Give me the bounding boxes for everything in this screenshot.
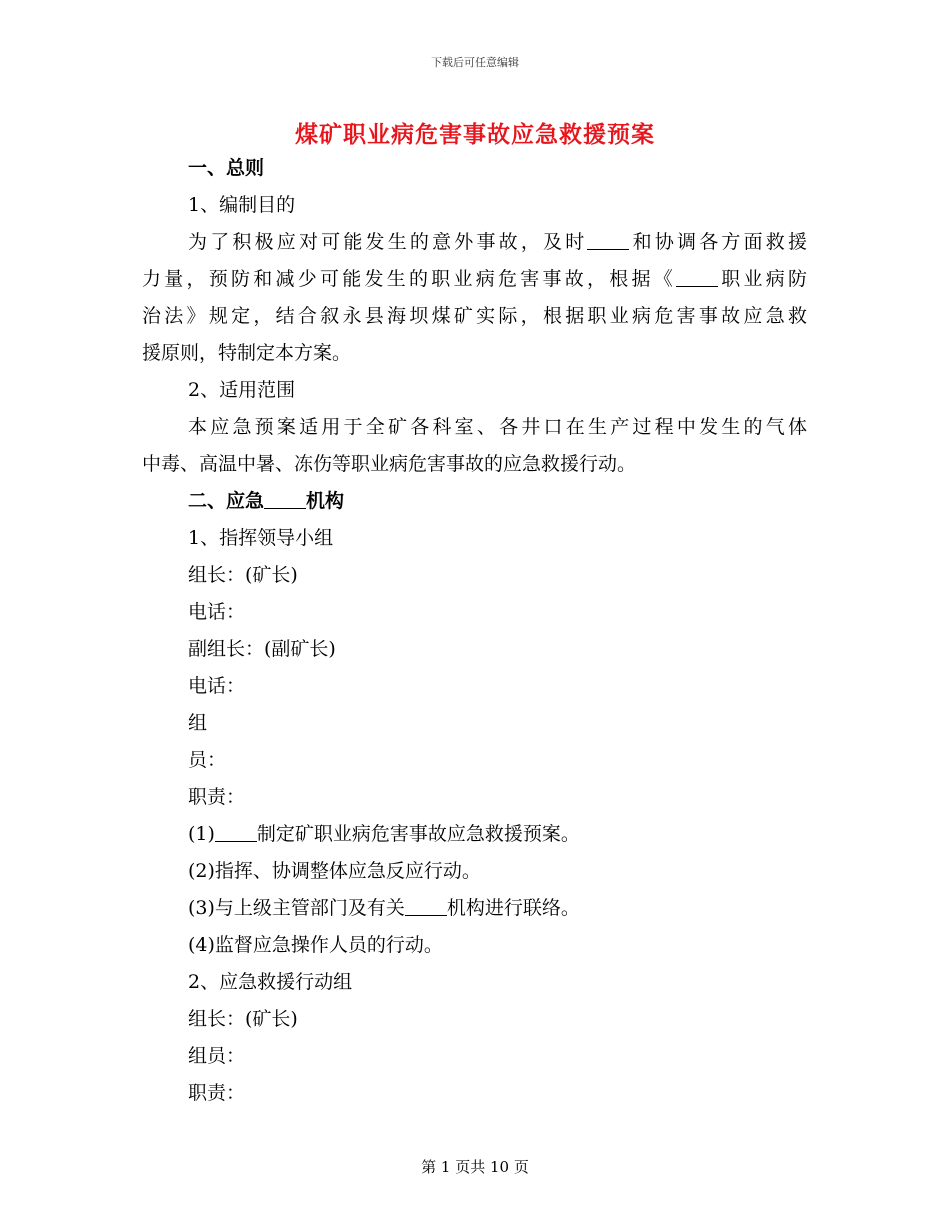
group-leader: 组长：(矿长) bbox=[188, 564, 298, 586]
document-title: 煤矿职业病危害事故应急救援预案 bbox=[295, 122, 655, 148]
fill-blank bbox=[215, 822, 257, 842]
subheading-scope: 2、适用范围 bbox=[188, 379, 296, 401]
members-label-part1: 组 bbox=[188, 712, 208, 734]
paragraph-line: 力量，预防和减少可能发生的职业病危害事故，根据《 职业病防 bbox=[142, 268, 807, 290]
fill-blank bbox=[264, 489, 306, 509]
page-number: 第 1 页共 10 页 bbox=[421, 1158, 529, 1176]
paragraph-line: 治法》规定，结合叙永县海坝煤矿实际，根据职业病危害事故应急救 bbox=[142, 305, 807, 327]
members-label-part2: 员： bbox=[188, 749, 227, 771]
duty-item: (4)监督应急操作人员的行动。 bbox=[188, 934, 443, 956]
group-leader: 组长：(矿长) bbox=[188, 1008, 298, 1030]
paragraph-line: 本应急预案适用于全矿各科室、各井口在生产过程中发生的气体 bbox=[188, 416, 807, 438]
document-body bbox=[142, 150, 807, 1112]
subheading-command-group: 1、指挥领导小组 bbox=[188, 527, 334, 549]
phone-label: 电话： bbox=[188, 675, 246, 697]
deputy-leader: 副组长：(副矿长) bbox=[188, 638, 336, 660]
fill-blank bbox=[587, 230, 629, 250]
fill-blank bbox=[676, 267, 718, 287]
section-heading-emergency-org: 二、应急 机构 bbox=[188, 490, 345, 512]
duty-item: (1) 制定矿职业病危害事故应急救援预案。 bbox=[188, 823, 580, 845]
paragraph-line: 为了积极应对可能发生的意外事故，及时 和协调各方面救援 bbox=[188, 231, 807, 253]
members-label: 组员： bbox=[188, 1045, 246, 1067]
duties-label: 职责： bbox=[188, 1082, 246, 1104]
subheading-rescue-group: 2、应急救援行动组 bbox=[188, 971, 353, 993]
subheading-purpose: 1、编制目的 bbox=[188, 194, 296, 216]
duty-item: (3)与上级主管部门及有关 机构进行联络。 bbox=[188, 897, 580, 919]
phone-label: 电话： bbox=[188, 601, 246, 623]
page-header-note: 下载后可任意编辑 bbox=[431, 56, 519, 69]
section-heading-general: 一、总则 bbox=[188, 157, 265, 179]
paragraph-line: 中毒、高温中暑、冻伤等职业病危害事故的应急救援行动。 bbox=[142, 453, 637, 475]
duty-item: (2)指挥、协调整体应急反应行动。 bbox=[188, 860, 481, 882]
duties-label: 职责： bbox=[188, 786, 246, 808]
paragraph-line: 援原则，特制定本方案。 bbox=[142, 342, 352, 364]
fill-blank bbox=[405, 896, 447, 916]
